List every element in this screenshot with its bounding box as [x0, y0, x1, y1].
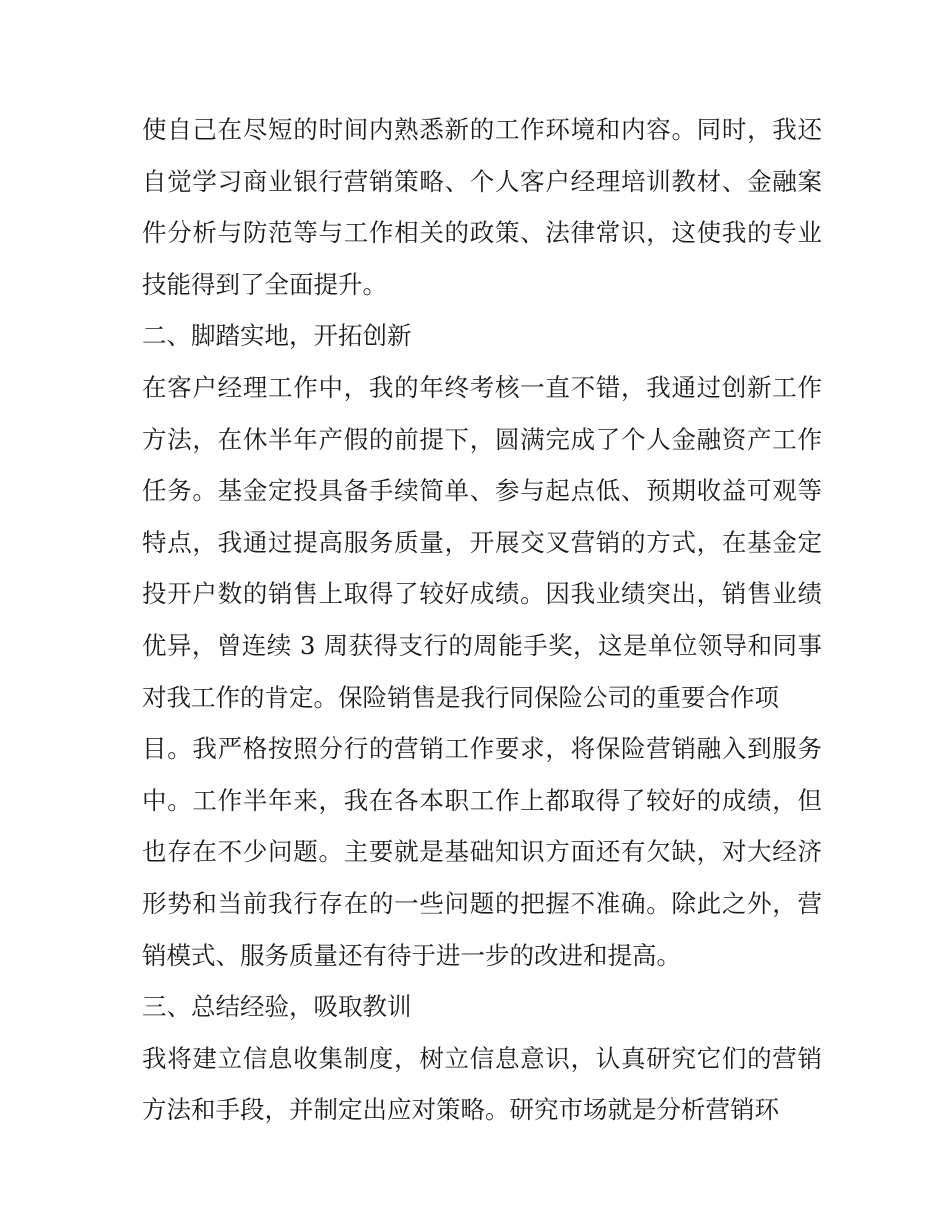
paragraph-line: 任务。基金定投具备手续简单、参与起点低、预期收益可观等: [142, 476, 822, 506]
paragraph-line: 形势和当前我行存在的一些问题的把握不准确。除此之外，营: [142, 888, 822, 918]
paragraph-line: 投开户数的销售上取得了较好成绩。因我业绩突出，销售业绩: [142, 579, 822, 609]
paragraph-line: 技能得到了全面提升。: [142, 269, 387, 299]
paragraph-line: 特点，我通过提高服务质量，开展交叉营销的方式，在基金定: [142, 527, 822, 557]
document-body: [142, 104, 822, 1136]
paragraph-line: 方法和手段，并制定出应对策略。研究市场就是分析营销环: [142, 1095, 779, 1125]
paragraph-line: 中。工作半年来，我在各本职工作上都取得了较好的成绩，但: [142, 785, 822, 815]
paragraph-line: 优异，曾连续 3 周获得支行的周能手奖，这是单位领导和同事: [142, 630, 822, 660]
paragraph-line: 自觉学习商业银行营销策略、个人客户经理培训教材、金融案: [142, 166, 822, 196]
paragraph-line: 使自己在尽短的时间内熟悉新的工作环境和内容。同时，我还: [142, 115, 822, 144]
paragraph-line: 方法，在休半年产假的前提下，圆满完成了个人金融资产工作: [142, 424, 822, 454]
section-heading: 三、总结经验，吸取教训: [142, 992, 412, 1022]
paragraph-line: 目。我严格按照分行的营销工作要求，将保险营销融入到服务: [142, 734, 822, 764]
paragraph-line: 在客户经理工作中，我的年终考核一直不错，我通过创新工作: [142, 372, 822, 402]
paragraph-line: 也存在不少问题。主要就是基础知识方面还有欠缺，对大经济: [142, 837, 822, 867]
section-heading: 二、脚踏实地，开拓创新: [142, 321, 412, 351]
paragraph-line: 销模式、服务质量还有待于进一步的改进和提高。: [142, 940, 681, 970]
paragraph-line: 我将建立信息收集制度，树立信息意识，认真研究它们的营销: [142, 1043, 822, 1073]
paragraph-line: 件分析与防范等与工作相关的政策、法律常识，这使我的专业: [142, 218, 822, 248]
paragraph-line: 对我工作的肯定。保险销售是我行同保险公司的重要合作项: [142, 682, 779, 712]
